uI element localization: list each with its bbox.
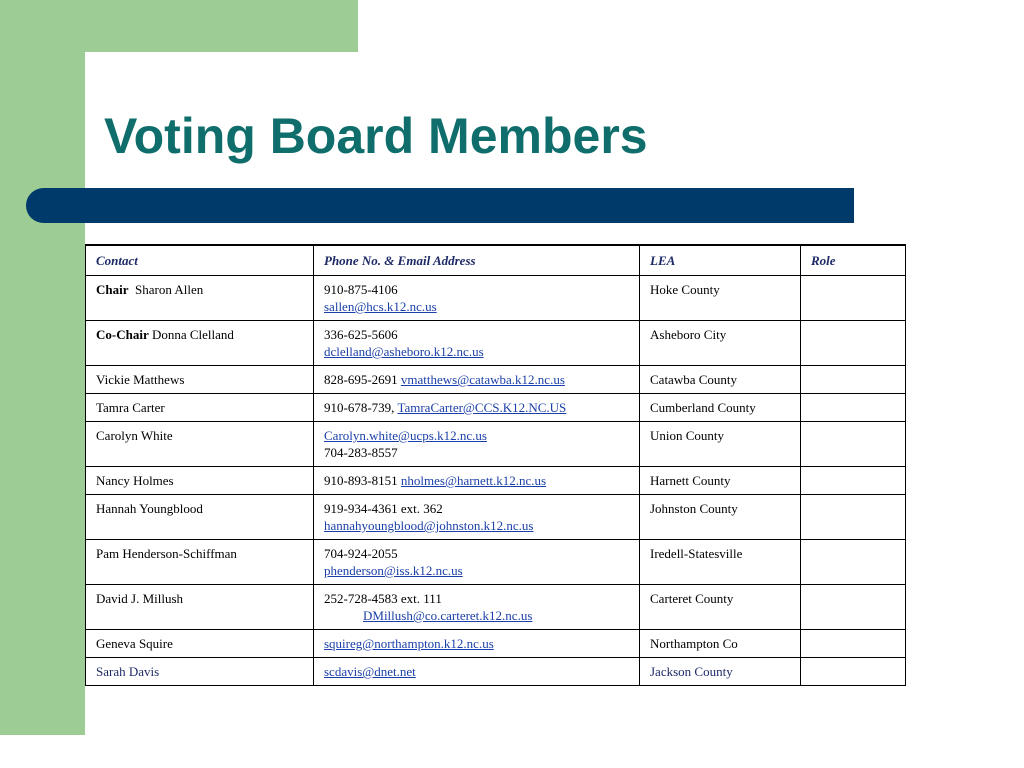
header-phone-email: Phone No. & Email Address: [314, 245, 640, 276]
phone-number: 252-728-4583 ext. 111: [324, 591, 442, 606]
table-row: [86, 321, 906, 366]
lea-cell: Northampton Co: [640, 630, 801, 658]
phone-email-cell: [314, 540, 640, 585]
contact-name: Carolyn White: [86, 422, 314, 467]
phone-number: 910-678-739,: [324, 400, 395, 415]
table-row: [86, 658, 906, 686]
phone-number: 704-924-2055: [324, 546, 398, 561]
role-cell: [801, 321, 906, 366]
table-header-row: [86, 245, 906, 276]
role-cell: [801, 658, 906, 686]
table-row: [86, 422, 906, 467]
table-row: [86, 467, 906, 495]
table-row: [86, 540, 906, 585]
role-cell: [801, 495, 906, 540]
email-link[interactable]: Carolyn.white@ucps.k12.nc.us: [324, 428, 487, 443]
table-row: [86, 495, 906, 540]
role-cell: [801, 394, 906, 422]
lea-cell: Catawba County: [640, 366, 801, 394]
email-link[interactable]: squireg@northampton.k12.nc.us: [324, 636, 494, 651]
phone-email-cell: [314, 585, 640, 630]
contact-name: Hannah Youngblood: [86, 495, 314, 540]
phone-number: 704-283-8557: [324, 445, 398, 460]
table-row: [86, 630, 906, 658]
contact-name: Tamra Carter: [86, 394, 314, 422]
email-link[interactable]: DMillush@co.carteret.k12.nc.us: [363, 608, 533, 623]
top-accent-bar: [0, 0, 358, 52]
contact-name: Donna Clelland: [151, 327, 234, 342]
table-row: [86, 394, 906, 422]
role-cell: [801, 366, 906, 394]
phone-number: 910-893-8151: [324, 473, 398, 488]
email-link[interactable]: nholmes@harnett.k12.nc.us: [400, 473, 547, 488]
phone-email-cell: [314, 658, 640, 686]
phone-email-cell: [314, 366, 640, 394]
email-link[interactable]: TamraCarter@CCS.K12.NC.US: [397, 400, 567, 415]
phone-email-cell: [314, 276, 640, 321]
contact-name: David J. Millush: [86, 585, 314, 630]
board-members-table: [85, 244, 906, 686]
lea-cell: Hoke County: [640, 276, 801, 321]
phone-email-cell: [314, 467, 640, 495]
phone-number: 919-934-4361 ext. 362: [324, 501, 443, 516]
phone-email-cell: [314, 422, 640, 467]
header-contact: Contact: [86, 245, 314, 276]
lea-cell: Asheboro City: [640, 321, 801, 366]
role-cell: [801, 630, 906, 658]
contact-name: Geneva Squire: [86, 630, 314, 658]
lea-cell: Carteret County: [640, 585, 801, 630]
role-cell: [801, 422, 906, 467]
email-link[interactable]: vmatthews@catawba.k12.nc.us: [400, 372, 565, 387]
contact-name: Pam Henderson-Schiffman: [86, 540, 314, 585]
email-link[interactable]: scdavis@dnet.net: [324, 664, 416, 679]
lea-cell: Harnett County: [640, 467, 801, 495]
role-tag: Co-Chair: [96, 327, 149, 342]
contact-cell: [86, 276, 314, 321]
table-row: [86, 366, 906, 394]
role-cell: [801, 276, 906, 321]
side-accent-bar: [0, 0, 85, 735]
title-underline-bar: [26, 188, 854, 223]
role-cell: [801, 585, 906, 630]
role-tag: Chair: [96, 282, 129, 297]
email-line: [324, 607, 631, 624]
header-role: Role: [801, 245, 906, 276]
phone-email-cell: [314, 495, 640, 540]
phone-number: 910-875-4106: [324, 282, 398, 297]
phone-number: 828-695-2691: [324, 372, 398, 387]
phone-email-cell: [314, 630, 640, 658]
contact-name: Nancy Holmes: [86, 467, 314, 495]
contact-name: Sharon Allen: [135, 282, 204, 297]
email-link[interactable]: dclelland@asheboro.k12.nc.us: [324, 344, 484, 359]
phone-email-cell: [314, 394, 640, 422]
page-title: Voting Board Members: [104, 108, 648, 164]
table-row: [86, 276, 906, 321]
role-cell: [801, 467, 906, 495]
email-link[interactable]: hannahyoungblood@johnston.k12.nc.us: [324, 518, 534, 533]
lea-cell: Cumberland County: [640, 394, 801, 422]
lea-cell: Iredell-Statesville: [640, 540, 801, 585]
table-row: [86, 585, 906, 630]
lea-cell: Johnston County: [640, 495, 801, 540]
header-lea: LEA: [640, 245, 801, 276]
role-cell: [801, 540, 906, 585]
email-link[interactable]: phenderson@iss.k12.nc.us: [324, 563, 463, 578]
contact-name: Sarah Davis: [86, 658, 314, 686]
phone-email-cell: [314, 321, 640, 366]
lea-cell: Union County: [640, 422, 801, 467]
phone-number: 336-625-5606: [324, 327, 398, 342]
contact-name: Vickie Matthews: [86, 366, 314, 394]
contact-cell: [86, 321, 314, 366]
lea-cell: Jackson County: [640, 658, 801, 686]
email-link[interactable]: sallen@hcs.k12.nc.us: [324, 299, 437, 314]
